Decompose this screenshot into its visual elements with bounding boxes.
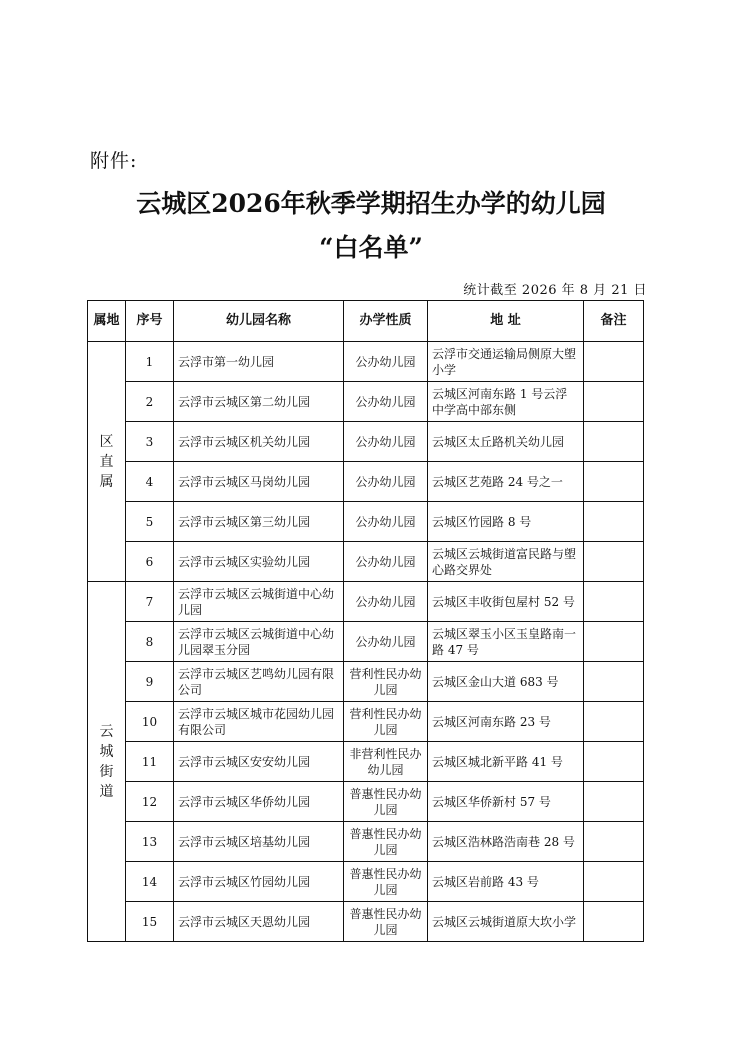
kindergarten-name: 云浮市云城区艺鸣幼儿园有限公司 bbox=[174, 662, 344, 702]
remark bbox=[584, 582, 644, 622]
row-number: 12 bbox=[126, 782, 174, 822]
school-nature: 公办幼儿园 bbox=[344, 422, 428, 462]
kindergarten-name: 云浮市云城区第三幼儿园 bbox=[174, 502, 344, 542]
remark bbox=[584, 822, 644, 862]
school-nature: 营利性民办幼儿园 bbox=[344, 702, 428, 742]
kindergarten-name: 云浮市云城区华侨幼儿园 bbox=[174, 782, 344, 822]
table-row bbox=[88, 902, 644, 942]
school-nature: 公办幼儿园 bbox=[344, 622, 428, 662]
header-nature: 办学性质 bbox=[344, 301, 428, 342]
table-row bbox=[88, 702, 644, 742]
kindergarten-name: 云浮市云城区竹园幼儿园 bbox=[174, 862, 344, 902]
address: 云城区河南东路 23 号 bbox=[428, 702, 584, 742]
region-cell: 云 城 街 道 bbox=[88, 582, 126, 942]
address: 云城区云城街道原大坎小学 bbox=[428, 902, 584, 942]
row-number: 3 bbox=[126, 422, 174, 462]
table-row bbox=[88, 782, 644, 822]
address: 云城区城北新平路 41 号 bbox=[428, 742, 584, 782]
row-number: 8 bbox=[126, 622, 174, 662]
school-nature: 普惠性民办幼儿园 bbox=[344, 822, 428, 862]
row-number: 9 bbox=[126, 662, 174, 702]
remark bbox=[584, 862, 644, 902]
school-nature: 公办幼儿园 bbox=[344, 582, 428, 622]
statistics-date: 统计截至 2026 年 8 月 21 日 bbox=[463, 283, 647, 298]
kindergarten-name: 云浮市云城区机关幼儿园 bbox=[174, 422, 344, 462]
row-number: 6 bbox=[126, 542, 174, 582]
remark bbox=[584, 382, 644, 422]
remark bbox=[584, 742, 644, 782]
row-number: 13 bbox=[126, 822, 174, 862]
table-row bbox=[88, 822, 644, 862]
kindergarten-table bbox=[87, 300, 644, 942]
header-address: 地 址 bbox=[428, 301, 584, 342]
kindergarten-name: 云浮市云城区马岗幼儿园 bbox=[174, 462, 344, 502]
address: 云城区竹园路 8 号 bbox=[428, 502, 584, 542]
kindergarten-name: 云浮市云城区天恩幼儿园 bbox=[174, 902, 344, 942]
address: 云城区艺苑路 24 号之一 bbox=[428, 462, 584, 502]
table-row bbox=[88, 422, 644, 462]
table-row bbox=[88, 622, 644, 662]
school-nature: 普惠性民办幼儿园 bbox=[344, 782, 428, 822]
remark bbox=[584, 462, 644, 502]
header-region: 属地 bbox=[88, 301, 126, 342]
address: 云城区华侨新村 57 号 bbox=[428, 782, 584, 822]
address: 云城区浩林路浩南巷 28 号 bbox=[428, 822, 584, 862]
row-number: 14 bbox=[126, 862, 174, 902]
address: 云城区云城街道富民路与塱心路交界处 bbox=[428, 542, 584, 582]
address: 云城区金山大道 683 号 bbox=[428, 662, 584, 702]
region-cell: 区 直 属 bbox=[88, 342, 126, 582]
school-nature: 普惠性民办幼儿园 bbox=[344, 862, 428, 902]
school-nature: 普惠性民办幼儿园 bbox=[344, 902, 428, 942]
attachment-label: 附件: bbox=[90, 150, 138, 172]
table-row bbox=[88, 382, 644, 422]
document-subtitle: “白名单” bbox=[319, 233, 423, 262]
table-row bbox=[88, 542, 644, 582]
address: 云城区翠玉小区玉皇路南一路 47 号 bbox=[428, 622, 584, 662]
row-number: 4 bbox=[126, 462, 174, 502]
header-number: 序号 bbox=[126, 301, 174, 342]
remark bbox=[584, 502, 644, 542]
remark bbox=[584, 902, 644, 942]
kindergarten-name: 云浮市云城区安安幼儿园 bbox=[174, 742, 344, 782]
address: 云城区岩前路 43 号 bbox=[428, 862, 584, 902]
remark bbox=[584, 702, 644, 742]
row-number: 5 bbox=[126, 502, 174, 542]
school-nature: 公办幼儿园 bbox=[344, 462, 428, 502]
remark bbox=[584, 342, 644, 382]
row-number: 2 bbox=[126, 382, 174, 422]
row-number: 15 bbox=[126, 902, 174, 942]
address: 云浮市交通运输局侧原大塱小学 bbox=[428, 342, 584, 382]
remark bbox=[584, 662, 644, 702]
kindergarten-name: 云浮市云城区培基幼儿园 bbox=[174, 822, 344, 862]
school-nature: 公办幼儿园 bbox=[344, 342, 428, 382]
table-row bbox=[88, 462, 644, 502]
table-header-row bbox=[88, 301, 644, 342]
address: 云城区河南东路 1 号云浮中学高中部东侧 bbox=[428, 382, 584, 422]
table-row bbox=[88, 342, 644, 382]
kindergarten-name: 云浮市第一幼儿园 bbox=[174, 342, 344, 382]
kindergarten-name: 云浮市云城区云城街道中心幼儿园 bbox=[174, 582, 344, 622]
address: 云城区丰收街包屋村 52 号 bbox=[428, 582, 584, 622]
row-number: 10 bbox=[126, 702, 174, 742]
remark bbox=[584, 542, 644, 582]
remark bbox=[584, 422, 644, 462]
header-name: 幼儿园名称 bbox=[174, 301, 344, 342]
kindergarten-name: 云浮市云城区实验幼儿园 bbox=[174, 542, 344, 582]
table-row bbox=[88, 582, 644, 622]
kindergarten-name: 云浮市云城区云城街道中心幼儿园翠玉分园 bbox=[174, 622, 344, 662]
header-remark: 备注 bbox=[584, 301, 644, 342]
school-nature: 公办幼儿园 bbox=[344, 502, 428, 542]
row-number: 11 bbox=[126, 742, 174, 782]
row-number: 7 bbox=[126, 582, 174, 622]
table-row bbox=[88, 742, 644, 782]
school-nature: 公办幼儿园 bbox=[344, 542, 428, 582]
kindergarten-name: 云浮市云城区城市花园幼儿园有限公司 bbox=[174, 702, 344, 742]
address: 云城区太丘路机关幼儿园 bbox=[428, 422, 584, 462]
remark bbox=[584, 622, 644, 662]
document-title: 云城区2026年秋季学期招生办学的幼儿园 bbox=[136, 189, 606, 218]
table-row bbox=[88, 662, 644, 702]
school-nature: 营利性民办幼儿园 bbox=[344, 662, 428, 702]
school-nature: 公办幼儿园 bbox=[344, 382, 428, 422]
table-row bbox=[88, 502, 644, 542]
remark bbox=[584, 782, 644, 822]
table-row bbox=[88, 862, 644, 902]
row-number: 1 bbox=[126, 342, 174, 382]
table-body bbox=[88, 342, 644, 942]
kindergarten-name: 云浮市云城区第二幼儿园 bbox=[174, 382, 344, 422]
school-nature: 非营利性民办幼儿园 bbox=[344, 742, 428, 782]
